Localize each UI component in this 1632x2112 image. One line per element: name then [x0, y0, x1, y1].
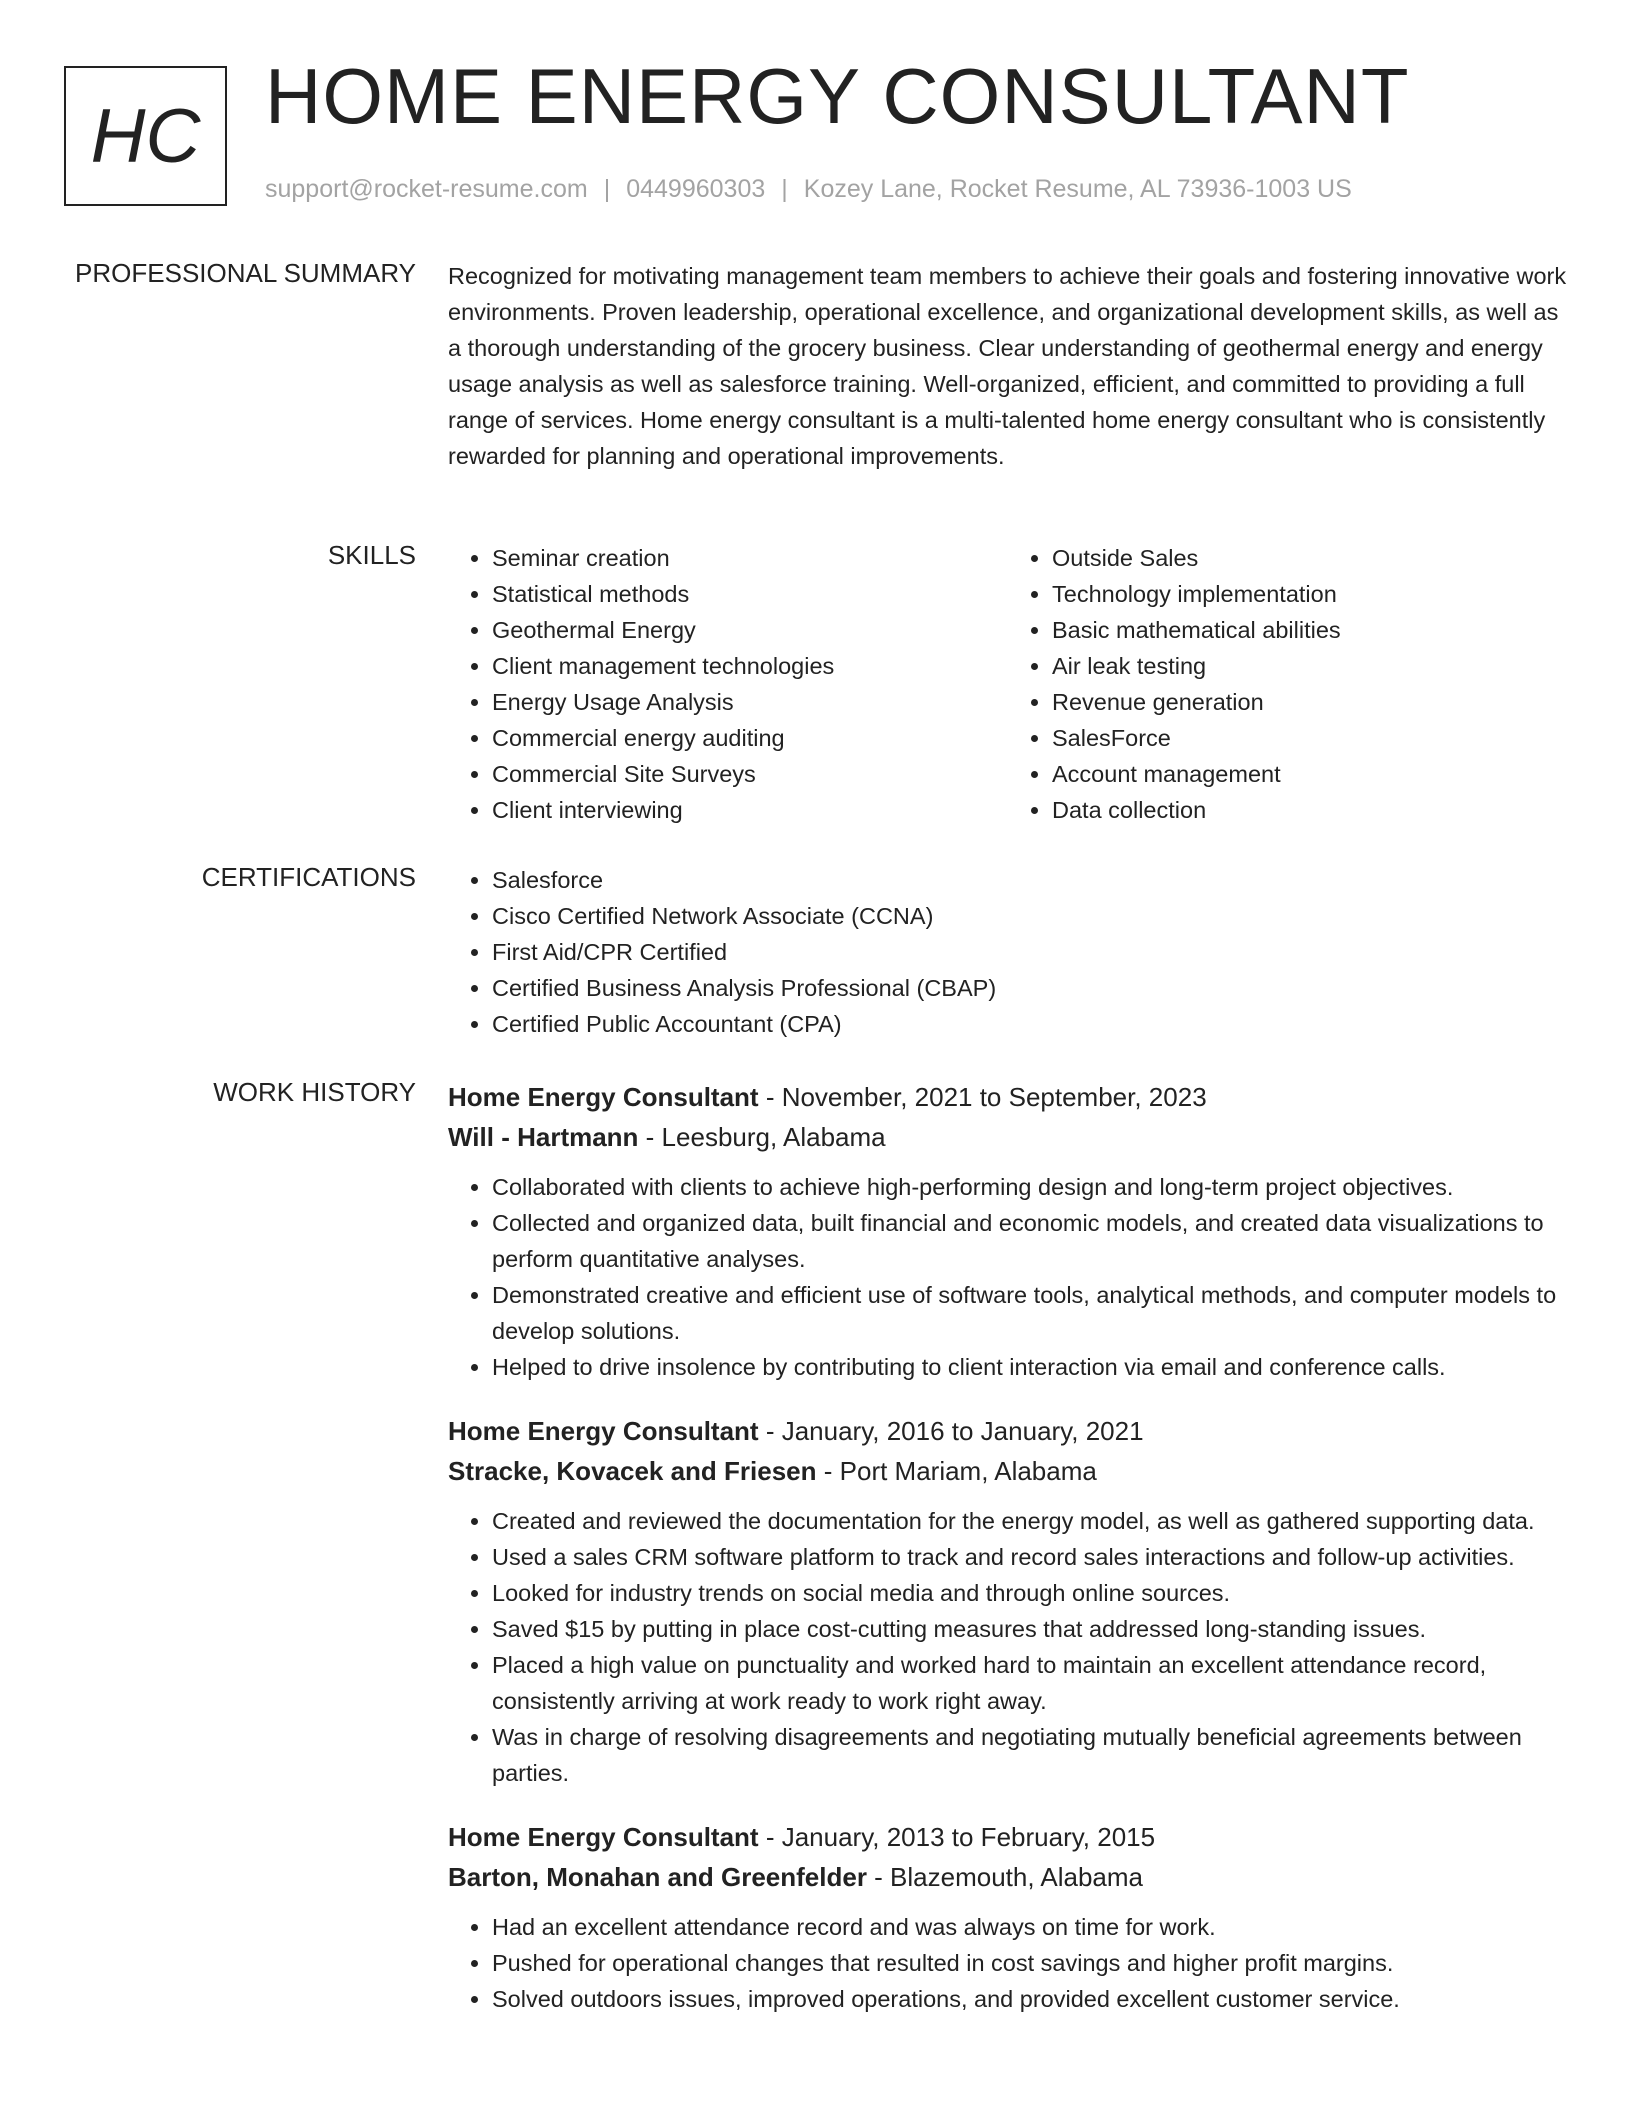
skills-grid	[448, 540, 1568, 828]
contact-phone: 0449960303	[626, 175, 766, 203]
job-company: Will - Hartmann	[448, 1122, 639, 1152]
job-bullet: • Demonstrated creative and efficient use of software tools, analytical methods, and computer models to develop solutions.	[492, 1277, 1568, 1349]
skill-item: • Commercial Site Surveys	[492, 756, 1008, 792]
job-bullet: • Saved $15 by putting in place cost-cutting measures that addressed long-standing issues.	[492, 1611, 1568, 1647]
job-bullet: • Collaborated with clients to achieve high-performing design and long-term project objectives.	[492, 1169, 1568, 1205]
section-label-summary: PROFESSIONAL SUMMARY	[75, 258, 416, 288]
section-label-certifications: CERTIFICATIONS	[201, 862, 416, 892]
certification-item: • Certified Public Accountant (CPA)	[492, 1006, 1568, 1042]
skill-item: • Data collection	[1052, 792, 1568, 828]
skill-item: • Seminar creation	[492, 540, 1008, 576]
skill-item: • Client management technologies	[492, 648, 1008, 684]
job-bullets	[448, 1169, 1568, 1385]
jobs-container	[448, 1077, 1568, 2043]
skill-item: • Basic mathematical abilities	[1052, 612, 1568, 648]
job-title-line	[448, 1411, 1568, 1451]
job-bullet: • Looked for industry trends on social media and through online sources.	[492, 1575, 1568, 1611]
certification-item: • Certified Business Analysis Professional (CBAP)	[492, 970, 1568, 1006]
certification-item: • Cisco Certified Network Associate (CCNA)	[492, 898, 1568, 934]
job-dates: - January, 2013 to February, 2015	[758, 1822, 1156, 1852]
certification-item: • Salesforce	[492, 862, 1568, 898]
job-dates: - November, 2021 to September, 2023	[758, 1082, 1207, 1112]
job-company: Stracke, Kovacek and Friesen	[448, 1456, 817, 1486]
job-location: - Leesburg, Alabama	[638, 1122, 886, 1152]
job-entry	[448, 1817, 1568, 2017]
job-company: Barton, Monahan and Greenfelder	[448, 1862, 867, 1892]
skills-list-left	[448, 540, 1008, 828]
job-company-line	[448, 1857, 1568, 1897]
skill-item: • Energy Usage Analysis	[492, 684, 1008, 720]
job-bullet: • Was in charge of resolving disagreements and negotiating mutually beneficial agreements between parties.	[492, 1719, 1568, 1791]
skill-item: • Outside Sales	[1052, 540, 1568, 576]
job-entry	[448, 1077, 1568, 1385]
job-location: - Port Mariam, Alabama	[816, 1456, 1097, 1486]
job-bullets	[448, 1503, 1568, 1791]
skill-item: • Revenue generation	[1052, 684, 1568, 720]
skill-item: • Account management	[1052, 756, 1568, 792]
job-bullet: • Had an excellent attendance record and was always on time for work.	[492, 1909, 1568, 1945]
job-title: Home Energy Consultant	[448, 1416, 759, 1446]
certifications-list	[448, 862, 1568, 1042]
candidate-name: HOME ENERGY CONSULTANT	[265, 52, 1410, 140]
job-bullet: • Collected and organized data, built financial and economic models, and created data visualizations to perform quantitative analyses.	[492, 1205, 1568, 1277]
skill-item: • Technology implementation	[1052, 576, 1568, 612]
summary-text: Recognized for motivating management team members to achieve their goals and fostering innovative work environments. Proven leadership, operational excellence, and organizational development skills, as well as a thorough understanding of the grocery business. Clear understanding of geothermal energy and energy usage analysis as well as salesforce training. Well-organized, efficient, and committed to providing a full range of services. Home energy consultant is a multi-talented home energy consultant who is consistently rewarded for planning and operational improvements.	[448, 263, 1567, 469]
job-bullets	[448, 1909, 1568, 2017]
skill-item: • Statistical methods	[492, 576, 1008, 612]
job-bullet: • Helped to drive insolence by contributing to client interaction via email and conference calls.	[492, 1349, 1568, 1385]
job-location: - Blazemouth, Alabama	[866, 1862, 1143, 1892]
skills-list-right	[1008, 540, 1568, 828]
skill-item: • Commercial energy auditing	[492, 720, 1008, 756]
skill-item: • Air leak testing	[1052, 648, 1568, 684]
section-label-skills: SKILLS	[327, 540, 416, 570]
skill-item: • SalesForce	[1052, 720, 1568, 756]
contact-separator: |	[781, 175, 788, 203]
job-entry	[448, 1411, 1568, 1791]
job-title-line	[448, 1817, 1568, 1857]
contact-email[interactable]: support@rocket-resume.com	[265, 175, 588, 203]
section-label-work-history: WORK HISTORY	[213, 1077, 416, 1107]
job-bullet: • Pushed for operational changes that resulted in cost savings and higher profit margins.	[492, 1945, 1568, 1981]
monogram-logo: HC	[64, 66, 227, 206]
job-title: Home Energy Consultant	[448, 1822, 759, 1852]
skill-item: • Geothermal Energy	[492, 612, 1008, 648]
contact-address: Kozey Lane, Rocket Resume, AL 73936-1003 US	[803, 175, 1352, 203]
job-bullet: • Used a sales CRM software platform to track and record sales interactions and follow-up activities.	[492, 1539, 1568, 1575]
job-bullet: • Solved outdoors issues, improved operations, and provided excellent customer service.	[492, 1981, 1568, 2017]
job-company-line	[448, 1117, 1568, 1157]
certification-item: • First Aid/CPR Certified	[492, 934, 1568, 970]
job-company-line	[448, 1451, 1568, 1491]
job-bullet: • Created and reviewed the documentation for the energy model, as well as gathered supporting data.	[492, 1503, 1568, 1539]
skill-item: • Client interviewing	[492, 792, 1008, 828]
job-title: Home Energy Consultant	[448, 1082, 759, 1112]
job-title-line	[448, 1077, 1568, 1117]
contact-separator: |	[603, 175, 611, 203]
job-bullet: • Placed a high value on punctuality and worked hard to maintain an excellent attendance record, consistently arriving at work ready to work right away.	[492, 1647, 1568, 1719]
job-dates: - January, 2016 to January, 2021	[758, 1416, 1144, 1446]
contact-line	[265, 175, 1352, 204]
